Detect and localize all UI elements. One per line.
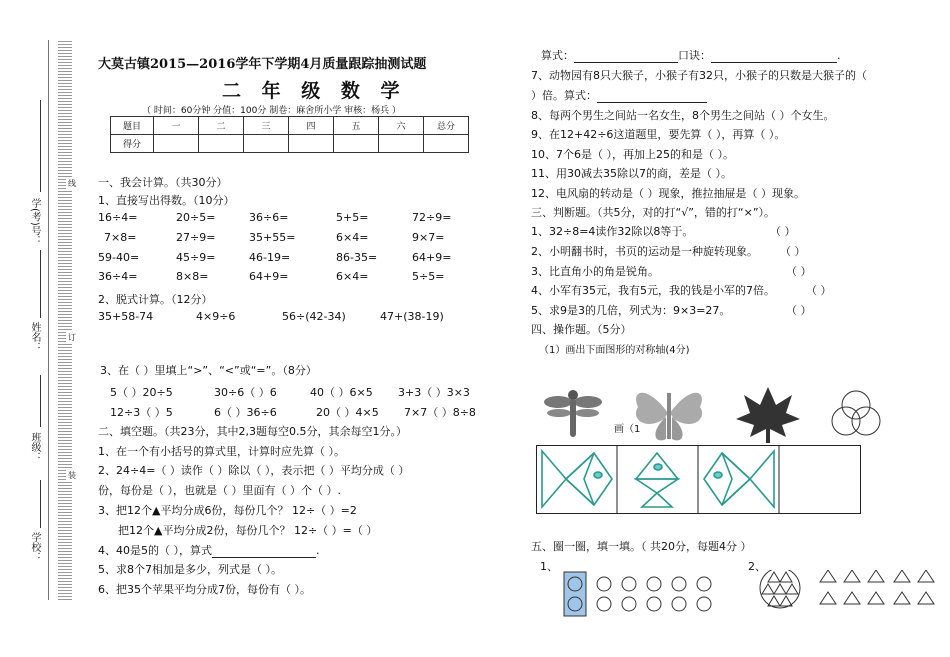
calc-item: 6×4=	[336, 231, 369, 244]
rhyme-blank[interactable]	[711, 51, 837, 63]
class-line[interactable]	[40, 375, 41, 427]
dragonfly-icon[interactable]	[544, 390, 602, 437]
score-cell[interactable]	[289, 135, 334, 153]
calc-item: 36÷6=	[249, 211, 289, 224]
calc-item: 35+55=	[249, 231, 296, 244]
score-cell[interactable]	[379, 135, 424, 153]
section-5-title: 五、圈一圈，填一填。（ 共20分，每题4分 ）	[531, 540, 752, 553]
name-line[interactable]	[40, 250, 41, 318]
compare-3: 40（ ）6×5	[310, 386, 373, 399]
exam-title: 大莫古镇2015—2016学年下学期4月质量跟踪抽测试题	[98, 57, 427, 72]
fill-q3a: 3、把12个▲平均分成6份，每份几个？ 12÷（ ）=2	[98, 504, 357, 517]
tf-5: 5、求9是3的几倍，列式为：9×3=27。	[531, 304, 731, 317]
calc-item: 46-19=	[249, 251, 291, 264]
fill-q12: 12、电风扇的转动是（ ）现象，推拉抽屉是（ ）现象。	[531, 187, 805, 200]
section-3-title: 三、判断题。（共5分，对的打“√”，错的打“×”）。	[531, 206, 776, 219]
q6-answer-line: 算式： 口诀： .	[541, 49, 841, 62]
exam-info: （ 时间：60分钟 分值：100分 制卷：麻舍所小学 审核：杨兵 ）	[142, 106, 401, 116]
calc-item: 8×8=	[176, 270, 209, 283]
score-cell[interactable]	[334, 135, 379, 153]
tf-2-answer[interactable]: （ ）	[780, 245, 806, 258]
fill-q6: 6、把35个苹果平均分成7份，每份有（ ）。	[98, 583, 311, 596]
fish-3-icon[interactable]	[704, 451, 774, 507]
fill-q1: 1、在一个有小括号的算式里，计算时应先算（ ）。	[98, 445, 345, 458]
binding-mark-top: 线	[68, 179, 76, 188]
calc-item: 5÷5=	[412, 270, 445, 283]
fill-q3b: 把12个▲平均分成2份，每份几个？ 12÷（ ）=（ ）	[118, 524, 378, 537]
mixed-calc-1: 35+58-74	[98, 310, 154, 323]
calc-item: 59-40=	[98, 251, 140, 264]
name-label: 姓名：	[29, 322, 40, 352]
section-1-sub3: 3、在（ ）里填上“>”、“<”或“=”。（8分）	[100, 364, 317, 377]
score-col: 五	[334, 117, 379, 135]
fill-q4-blank[interactable]	[212, 546, 316, 558]
compare-6: 6（ ）36÷6	[214, 406, 277, 419]
tf-2: 2、小明翻书时，书页的运动是一种旋转现象。	[531, 245, 758, 258]
compare-8: 7×7（ ）8÷8	[404, 406, 476, 419]
student-id-line[interactable]	[40, 100, 41, 192]
section-1-sub2: 2、脱式计算。（12分）	[98, 293, 213, 306]
score-label: 得分	[111, 135, 154, 153]
compare-1: 5（ ）20÷5	[110, 386, 173, 399]
compare-5: 12÷3（ ）5	[110, 406, 173, 419]
formula-blank[interactable]	[574, 51, 678, 63]
school-line[interactable]	[40, 480, 41, 528]
score-cell[interactable]	[154, 135, 199, 153]
score-col: 一	[154, 117, 199, 135]
tf-3-answer[interactable]: （ ）	[786, 265, 812, 278]
calc-item: 86-35=	[336, 251, 378, 264]
compare-7: 20（ ）4×5	[316, 406, 379, 419]
calc-item: 16÷4=	[98, 211, 138, 224]
counting-shapes	[562, 570, 942, 620]
calc-item: 64+9=	[412, 251, 452, 264]
fill-q7b-text: ）倍。算式：	[531, 89, 597, 102]
calc-item: 45÷9=	[176, 251, 216, 264]
compare-4: 3+3（ ）3×3	[398, 386, 470, 399]
fill-q4-text: 4、40是5的（ ），算式	[98, 544, 212, 557]
fill-q8: 8、每两个男生之间站一名女生，8个男生之间站（ ）个女生。	[531, 109, 835, 122]
calc-item: 9×7=	[412, 231, 445, 244]
fill-q4: 4、40是5的（ ），算式 .	[98, 544, 320, 557]
maple-leaf-icon[interactable]	[736, 387, 800, 443]
calc-item: 72÷9=	[412, 211, 452, 224]
binding-guide-line	[48, 40, 49, 600]
calc-item: 5+5=	[336, 211, 369, 224]
fill-q11: 11、用30减去35除以7的商，差是（ ）。	[531, 167, 732, 180]
figure-caption: 画（1	[614, 424, 641, 435]
circle-q2-label: 2、	[748, 560, 766, 573]
section-4-title: 四、操作题。（5分）	[531, 323, 632, 336]
mixed-calc-3: 56÷(42-34)	[282, 310, 346, 323]
score-cell[interactable]	[199, 135, 244, 153]
score-row-label: 题目	[111, 117, 154, 135]
calc-item: 36÷4=	[98, 270, 138, 283]
fill-q5: 5、求8个7相加是多少，列式是（ ）。	[98, 563, 282, 576]
fill-q2a: 2、24÷4=（ ）读作（ ）除以（ ），表示把（ ）平均分成（ ）	[98, 464, 410, 477]
tf-1-answer[interactable]: （ ）	[770, 225, 796, 238]
score-cell[interactable]	[244, 135, 289, 153]
fish-1-icon[interactable]	[542, 451, 612, 507]
section-2-title: 二、填空题。（共23分，其中2,3题每空0.5分，其余每空1分。）	[98, 425, 407, 438]
section-4-sub: （1）画出下面图形的对称轴(4分)	[539, 345, 690, 356]
calc-item: 6×4=	[336, 270, 369, 283]
mixed-calc-4: 47+(38-19)	[380, 310, 444, 323]
grade-subject-title: 二 年 级 数 学	[222, 80, 407, 102]
score-value-row	[111, 135, 469, 153]
mixed-calc-2: 4×9÷6	[196, 310, 236, 323]
formula-label: 算式：	[541, 49, 574, 62]
circle-group-icon[interactable]	[568, 577, 711, 611]
fill-q9: 9、在12+42÷6这道题里，要先算（ ），再算（ ）。	[531, 128, 786, 141]
triangle-group-icon[interactable]	[760, 570, 934, 608]
score-col: 二	[199, 117, 244, 135]
school-label: 学校：	[29, 532, 40, 562]
calc-item: 20÷5=	[176, 211, 216, 224]
score-col: 四	[289, 117, 334, 135]
fish-pattern	[536, 445, 862, 515]
calc-item: 7×8=	[104, 231, 137, 244]
score-table	[110, 116, 469, 153]
circle-q1-label: 1、	[540, 560, 558, 573]
rhyme-label: 口诀：	[678, 49, 711, 62]
section-1-sub1: 1、直接写出得数。（10分）	[98, 194, 235, 207]
section-1-title: 一、我会计算。（共30分）	[98, 176, 228, 189]
calc-item: 64+9=	[249, 270, 289, 283]
fish-2-icon[interactable]	[636, 453, 678, 507]
fill-q7-blank[interactable]	[597, 91, 707, 103]
overlapping-circles-icon[interactable]	[832, 391, 880, 435]
binding-strip	[58, 40, 72, 600]
tf-5-answer[interactable]: （ ）	[786, 304, 812, 317]
tf-1: 1、32÷8=4读作32除以8等于。	[531, 225, 694, 238]
score-col: 六	[379, 117, 424, 135]
score-header-row	[111, 117, 469, 135]
score-col: 总分	[424, 117, 469, 135]
tf-4: 4、小军有35元，我有5元，我的钱是小军的7倍。	[531, 284, 775, 297]
fill-q7b	[531, 87, 707, 103]
compare-2: 30÷6（ ）6	[214, 386, 277, 399]
score-col: 三	[244, 117, 289, 135]
binding-mark-mid: 订	[68, 333, 76, 342]
calc-item: 27÷9=	[176, 231, 216, 244]
fill-q7a: 7、动物园有8只大猴子，小猴子有32只，小猴子的只数是大猴子的（	[531, 69, 867, 82]
tf-3: 3、比直角小的角是锐角。	[531, 265, 659, 278]
fill-q2b: 份，每份是（ ），也就是（ ）里面有（ ）个（ ）.	[98, 484, 341, 497]
student-id-label: 学(考)号：	[29, 198, 40, 246]
circled-pair-box[interactable]	[564, 572, 586, 616]
binding-mark-bottom: 装	[68, 471, 76, 480]
butterfly-icon[interactable]	[636, 393, 702, 441]
class-label: 班级：	[29, 432, 40, 462]
tf-4-answer[interactable]: （ ）	[806, 284, 832, 297]
symmetry-figures	[538, 385, 888, 445]
fill-q10: 10、7个6是（ ），再加上25的和是（ ）。	[531, 148, 734, 161]
score-cell[interactable]	[424, 135, 469, 153]
